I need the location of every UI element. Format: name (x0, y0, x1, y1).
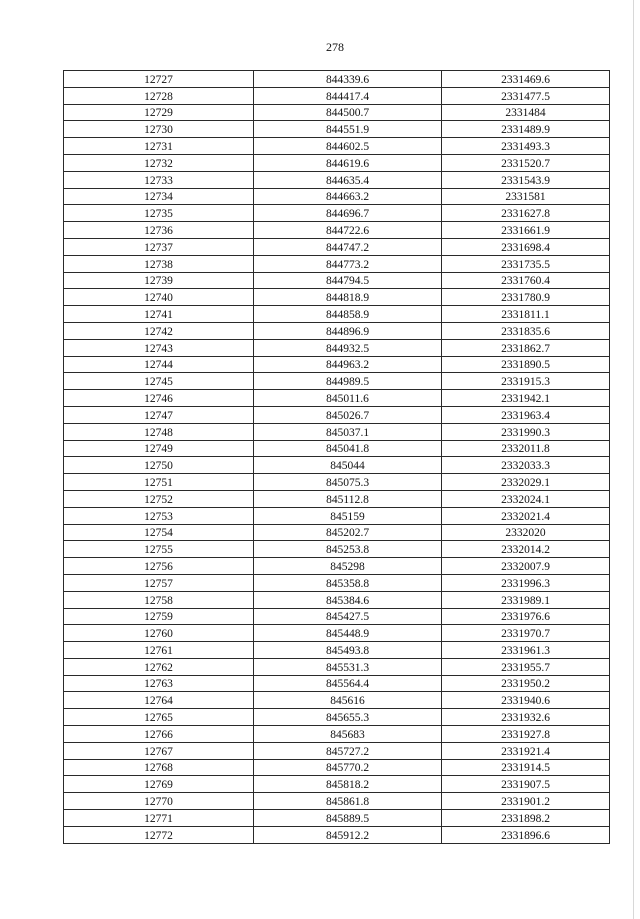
x-coordinate-cell: 844896.9 (254, 322, 442, 339)
point-id-cell: 12745 (64, 373, 254, 390)
x-coordinate-cell: 845202.7 (254, 524, 442, 541)
page-number: 278 (326, 40, 344, 54)
y-coordinate-cell: 2332007.9 (442, 558, 610, 575)
table-row (64, 339, 610, 356)
point-id-cell: 12736 (64, 222, 254, 239)
table-row (64, 541, 610, 558)
x-coordinate-cell: 844551.9 (254, 121, 442, 138)
table-row (64, 423, 610, 440)
x-coordinate-cell: 845026.7 (254, 406, 442, 423)
y-coordinate-cell: 2331698.4 (442, 238, 610, 255)
y-coordinate-cell: 2331898.2 (442, 810, 610, 827)
x-coordinate-cell: 844619.6 (254, 154, 442, 171)
table-row (64, 474, 610, 491)
table-row (64, 793, 610, 810)
x-coordinate-cell: 845159 (254, 507, 442, 524)
x-coordinate-cell: 844747.2 (254, 238, 442, 255)
point-id-cell: 12740 (64, 289, 254, 306)
y-coordinate-cell: 2331627.8 (442, 205, 610, 222)
y-coordinate-cell: 2331907.5 (442, 776, 610, 793)
point-id-cell: 12747 (64, 406, 254, 423)
x-coordinate-cell: 844696.7 (254, 205, 442, 222)
x-coordinate-cell: 844858.9 (254, 306, 442, 323)
table-row (64, 826, 610, 843)
point-id-cell: 12766 (64, 726, 254, 743)
table-row (64, 658, 610, 675)
point-id-cell: 12770 (64, 793, 254, 810)
table-row (64, 507, 610, 524)
table-row (64, 742, 610, 759)
page-edge-shadow (633, 0, 634, 919)
table-row (64, 154, 610, 171)
table-row (64, 675, 610, 692)
coordinate-table-body (64, 71, 610, 844)
y-coordinate-cell: 2331976.6 (442, 608, 610, 625)
point-id-cell: 12753 (64, 507, 254, 524)
y-coordinate-cell: 2332011.8 (442, 440, 610, 457)
y-coordinate-cell: 2331970.7 (442, 625, 610, 642)
point-id-cell: 12731 (64, 138, 254, 155)
point-id-cell: 12764 (64, 692, 254, 709)
point-id-cell: 12743 (64, 339, 254, 356)
y-coordinate-cell: 2331915.3 (442, 373, 610, 390)
y-coordinate-cell: 2331780.9 (442, 289, 610, 306)
point-id-cell: 12754 (64, 524, 254, 541)
y-coordinate-cell: 2331990.3 (442, 423, 610, 440)
point-id-cell: 12769 (64, 776, 254, 793)
table-row (64, 642, 610, 659)
point-id-cell: 12744 (64, 356, 254, 373)
point-id-cell: 12759 (64, 608, 254, 625)
point-id-cell: 12729 (64, 104, 254, 121)
y-coordinate-cell: 2331996.3 (442, 574, 610, 591)
y-coordinate-cell: 2331932.6 (442, 709, 610, 726)
y-coordinate-cell: 2331896.6 (442, 826, 610, 843)
x-coordinate-cell: 845770.2 (254, 759, 442, 776)
point-id-cell: 12739 (64, 272, 254, 289)
table-row (64, 356, 610, 373)
y-coordinate-cell: 2331477.5 (442, 87, 610, 104)
x-coordinate-cell: 845912.2 (254, 826, 442, 843)
x-coordinate-cell: 845616 (254, 692, 442, 709)
y-coordinate-cell: 2331950.2 (442, 675, 610, 692)
table-row (64, 608, 610, 625)
x-coordinate-cell: 845384.6 (254, 591, 442, 608)
table-row (64, 322, 610, 339)
y-coordinate-cell: 2331914.5 (442, 759, 610, 776)
table-row (64, 188, 610, 205)
y-coordinate-cell: 2331811.1 (442, 306, 610, 323)
point-id-cell: 12738 (64, 255, 254, 272)
table-row (64, 138, 610, 155)
x-coordinate-cell: 844773.2 (254, 255, 442, 272)
point-id-cell: 12742 (64, 322, 254, 339)
x-coordinate-cell: 845818.2 (254, 776, 442, 793)
point-id-cell: 12734 (64, 188, 254, 205)
y-coordinate-cell: 2331955.7 (442, 658, 610, 675)
point-id-cell: 12748 (64, 423, 254, 440)
x-coordinate-cell: 845427.5 (254, 608, 442, 625)
point-id-cell: 12760 (64, 625, 254, 642)
y-coordinate-cell: 2332033.3 (442, 457, 610, 474)
table-row (64, 390, 610, 407)
point-id-cell: 12730 (64, 121, 254, 138)
table-row (64, 406, 610, 423)
y-coordinate-cell: 2331927.8 (442, 726, 610, 743)
x-coordinate-cell: 844722.6 (254, 222, 442, 239)
point-id-cell: 12732 (64, 154, 254, 171)
point-id-cell: 12741 (64, 306, 254, 323)
x-coordinate-cell: 844663.2 (254, 188, 442, 205)
table-row (64, 205, 610, 222)
point-id-cell: 12761 (64, 642, 254, 659)
x-coordinate-cell: 844989.5 (254, 373, 442, 390)
point-id-cell: 12756 (64, 558, 254, 575)
x-coordinate-cell: 844818.9 (254, 289, 442, 306)
y-coordinate-cell: 2331520.7 (442, 154, 610, 171)
table-row (64, 524, 610, 541)
table-row (64, 490, 610, 507)
x-coordinate-cell: 845655.3 (254, 709, 442, 726)
y-coordinate-cell: 2331961.3 (442, 642, 610, 659)
y-coordinate-cell: 2332021.4 (442, 507, 610, 524)
x-coordinate-cell: 845298 (254, 558, 442, 575)
table-row (64, 306, 610, 323)
x-coordinate-cell: 844932.5 (254, 339, 442, 356)
y-coordinate-cell: 2331940.6 (442, 692, 610, 709)
table-row (64, 457, 610, 474)
x-coordinate-cell: 845448.9 (254, 625, 442, 642)
y-coordinate-cell: 2331921.4 (442, 742, 610, 759)
x-coordinate-cell: 844602.5 (254, 138, 442, 155)
x-coordinate-cell: 845493.8 (254, 642, 442, 659)
x-coordinate-cell: 845564.4 (254, 675, 442, 692)
point-id-cell: 12751 (64, 474, 254, 491)
table-row (64, 726, 610, 743)
x-coordinate-cell: 845889.5 (254, 810, 442, 827)
y-coordinate-cell: 2331543.9 (442, 171, 610, 188)
x-coordinate-cell: 845041.8 (254, 440, 442, 457)
x-coordinate-cell: 844635.4 (254, 171, 442, 188)
table-row (64, 692, 610, 709)
table-row (64, 238, 610, 255)
x-coordinate-cell: 845075.3 (254, 474, 442, 491)
x-coordinate-cell: 845531.3 (254, 658, 442, 675)
table-row (64, 87, 610, 104)
x-coordinate-cell: 845112.8 (254, 490, 442, 507)
point-id-cell: 12735 (64, 205, 254, 222)
point-id-cell: 12757 (64, 574, 254, 591)
y-coordinate-cell: 2331890.5 (442, 356, 610, 373)
x-coordinate-cell: 845683 (254, 726, 442, 743)
table-row (64, 759, 610, 776)
y-coordinate-cell: 2332029.1 (442, 474, 610, 491)
y-coordinate-cell: 2331493.3 (442, 138, 610, 155)
x-coordinate-cell: 845861.8 (254, 793, 442, 810)
point-id-cell: 12763 (64, 675, 254, 692)
y-coordinate-cell: 2331484 (442, 104, 610, 121)
point-id-cell: 12758 (64, 591, 254, 608)
y-coordinate-cell: 2331835.6 (442, 322, 610, 339)
table-row (64, 289, 610, 306)
y-coordinate-cell: 2331469.6 (442, 71, 610, 88)
point-id-cell: 12727 (64, 71, 254, 88)
point-id-cell: 12762 (64, 658, 254, 675)
y-coordinate-cell: 2331901.2 (442, 793, 610, 810)
table-row (64, 104, 610, 121)
point-id-cell: 12768 (64, 759, 254, 776)
point-id-cell: 12733 (64, 171, 254, 188)
table-row (64, 121, 610, 138)
x-coordinate-cell: 845044 (254, 457, 442, 474)
table-row (64, 558, 610, 575)
point-id-cell: 12728 (64, 87, 254, 104)
x-coordinate-cell: 845358.8 (254, 574, 442, 591)
table-row (64, 272, 610, 289)
y-coordinate-cell: 2331989.1 (442, 591, 610, 608)
x-coordinate-cell: 845037.1 (254, 423, 442, 440)
y-coordinate-cell: 2331661.9 (442, 222, 610, 239)
y-coordinate-cell: 2331581 (442, 188, 610, 205)
point-id-cell: 12771 (64, 810, 254, 827)
y-coordinate-cell: 2331760.4 (442, 272, 610, 289)
table-row (64, 222, 610, 239)
y-coordinate-cell: 2332014.2 (442, 541, 610, 558)
table-row (64, 440, 610, 457)
table-row (64, 255, 610, 272)
point-id-cell: 12737 (64, 238, 254, 255)
x-coordinate-cell: 844794.5 (254, 272, 442, 289)
point-id-cell: 12746 (64, 390, 254, 407)
point-id-cell: 12749 (64, 440, 254, 457)
x-coordinate-cell: 845727.2 (254, 742, 442, 759)
y-coordinate-cell: 2331963.4 (442, 406, 610, 423)
point-id-cell: 12767 (64, 742, 254, 759)
point-id-cell: 12765 (64, 709, 254, 726)
y-coordinate-cell: 2331735.5 (442, 255, 610, 272)
table-row (64, 810, 610, 827)
table-row (64, 171, 610, 188)
table-row (64, 776, 610, 793)
x-coordinate-cell: 844963.2 (254, 356, 442, 373)
point-id-cell: 12750 (64, 457, 254, 474)
table-row (64, 591, 610, 608)
y-coordinate-cell: 2331942.1 (442, 390, 610, 407)
y-coordinate-cell: 2331862.7 (442, 339, 610, 356)
x-coordinate-cell: 844339.6 (254, 71, 442, 88)
x-coordinate-cell: 844500.7 (254, 104, 442, 121)
table-row (64, 709, 610, 726)
table-row (64, 574, 610, 591)
y-coordinate-cell: 2331489.9 (442, 121, 610, 138)
y-coordinate-cell: 2332024.1 (442, 490, 610, 507)
table-row (64, 625, 610, 642)
table-row (64, 373, 610, 390)
x-coordinate-cell: 845011.6 (254, 390, 442, 407)
x-coordinate-cell: 844417.4 (254, 87, 442, 104)
x-coordinate-cell: 845253.8 (254, 541, 442, 558)
table-row (64, 71, 610, 88)
point-id-cell: 12752 (64, 490, 254, 507)
coordinate-table (63, 70, 610, 844)
y-coordinate-cell: 2332020 (442, 524, 610, 541)
point-id-cell: 12772 (64, 826, 254, 843)
point-id-cell: 12755 (64, 541, 254, 558)
